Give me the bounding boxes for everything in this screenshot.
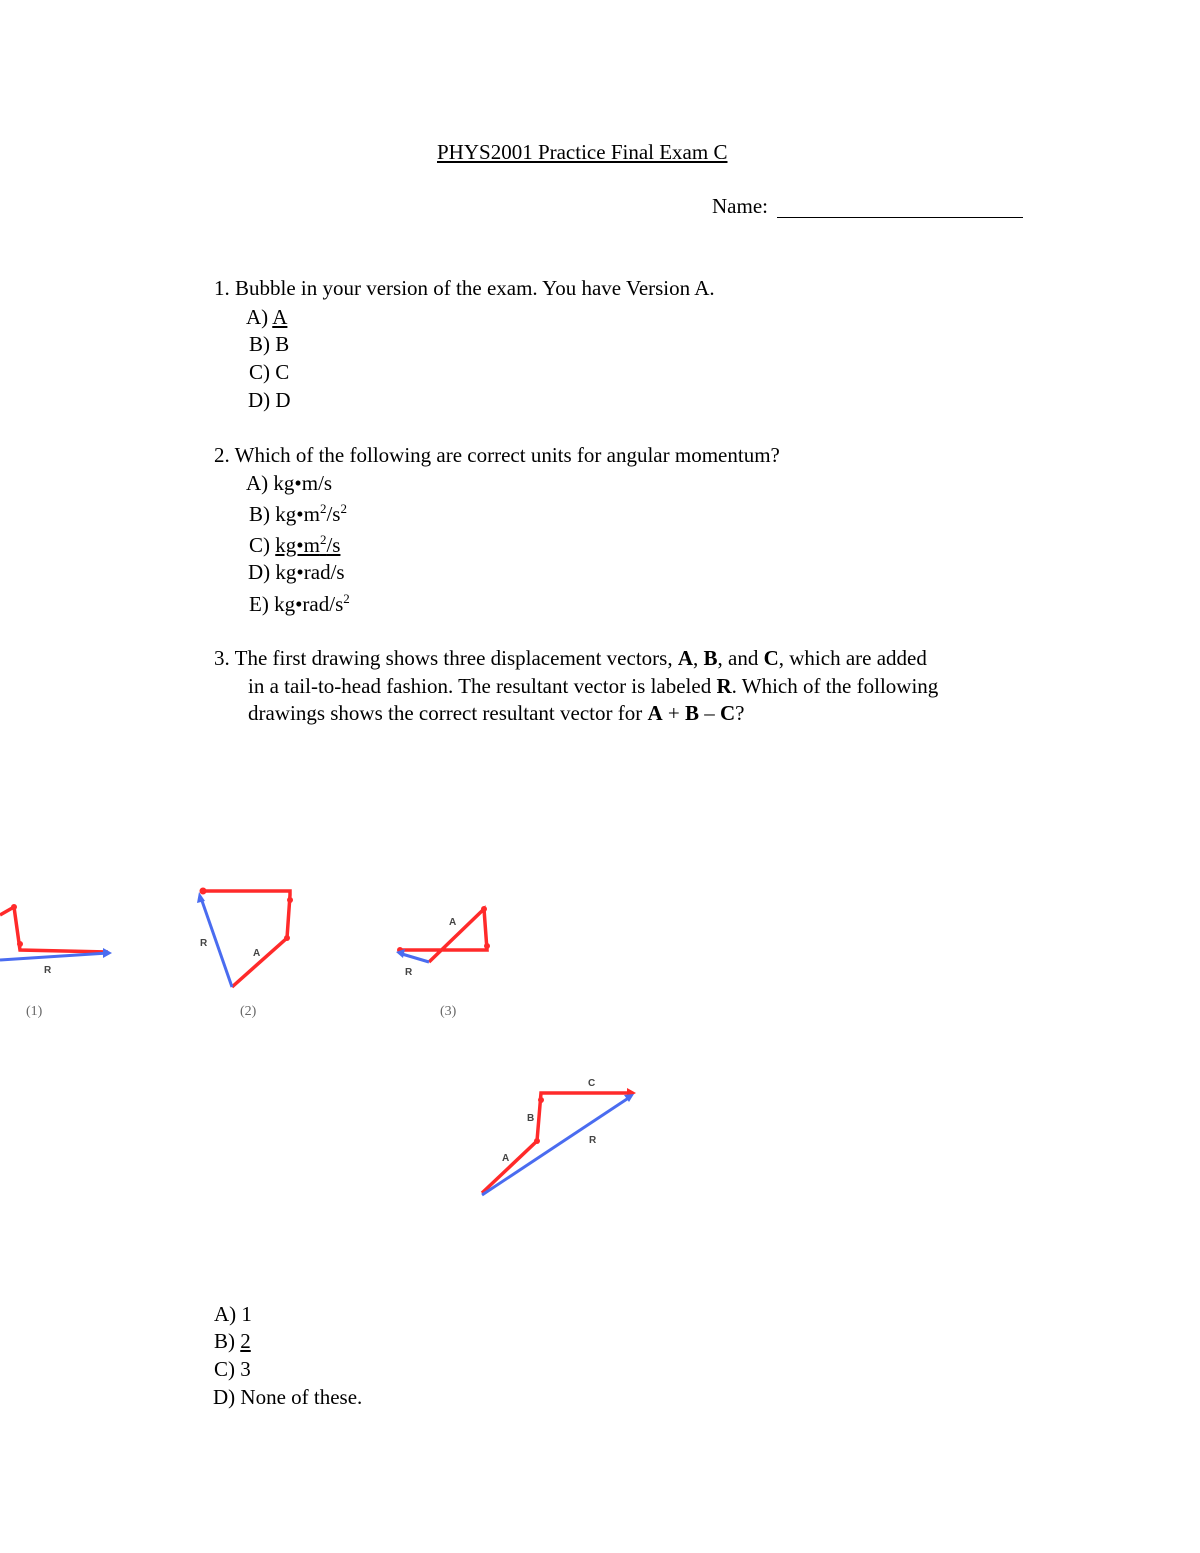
q1-stem: 1. Bubble in your version of the exam. You have Version A. [214,276,715,300]
fig2-node [200,888,207,895]
ref-label-b: B [527,1113,535,1124]
ref-label-r: R [589,1135,597,1146]
q3-option-b: B) 2 [214,1329,251,1353]
fig2-label-r: R [200,938,208,949]
fig1-red-vectors [0,907,108,952]
q3-stem-line2: in a tail-to-head fashion. The resultant vector is labeled R. Which of the following [248,674,939,698]
fig3-label-r: R [405,967,413,978]
q2-option-d: D) kg•rad/s [248,560,345,584]
ref-node [538,1097,544,1103]
figure-2-label: (2) [240,1004,257,1019]
ref-red-vectors [482,1093,630,1193]
ref-resultant [482,1097,630,1195]
q1-option-c: C) C [249,360,290,384]
q3-stem-line3: drawings shows the correct resultant vector for A + B – C? [248,701,745,725]
figure-3 [396,906,490,1019]
figure-1 [0,904,112,1019]
q3-option-a: A) 1 [214,1302,252,1326]
fig1-label-r: R [44,965,52,976]
q2-option-b: B) $kg•m^2/s^2$ [249,501,347,526]
ref-label-c: C [588,1078,596,1089]
fig1-node [17,941,23,947]
fig1-resultant [0,953,108,960]
ref-node [534,1138,540,1144]
fig3-node [484,943,490,949]
q2-option-e: E) $kg•rad/s^2$ [249,591,350,616]
fig3-resultant [402,954,429,962]
fig1-node [11,904,17,910]
q2-option-a: A) kg•m/s [246,471,333,495]
figure-3-label: (3) [440,1004,457,1019]
q3-option-d: D) None of these. [213,1385,363,1409]
q2-stem: 2. Which of the following are correct units for angular momentum? [214,443,780,467]
q3-stem-line1: 3. The first drawing shows three displacement vectors, A, B, and C, which are added [214,646,927,670]
fig2-node [284,935,290,941]
q1-answer-a: A [272,305,288,329]
fig3-red-vectors [400,909,487,962]
q2-answer-c: $kg•m^2/s$ [275,532,341,557]
fig1-arrowhead [103,948,112,958]
fig3-node [481,906,487,912]
reference-figure [482,1078,636,1195]
q3-answer-b: 2 [240,1329,251,1353]
fig2-label-a: A [253,948,261,959]
exam-title: PHYS2001 Practice Final Exam C [437,140,728,164]
q3-option-c: C) 3 [214,1357,251,1381]
name-label: Name: [712,194,768,218]
q2-option-c: C) $kg•m^2/s$ [249,532,341,557]
fig2-node [287,897,293,903]
q1-option-a: A) A [246,305,288,329]
figure-2 [197,888,293,1020]
ref-label-a: A [502,1153,510,1164]
fig3-label-a: A [449,917,457,928]
q1-option-d: D) D [248,388,291,412]
figure-1-label: (1) [26,1004,43,1019]
q1-option-b: B) B [249,332,290,356]
